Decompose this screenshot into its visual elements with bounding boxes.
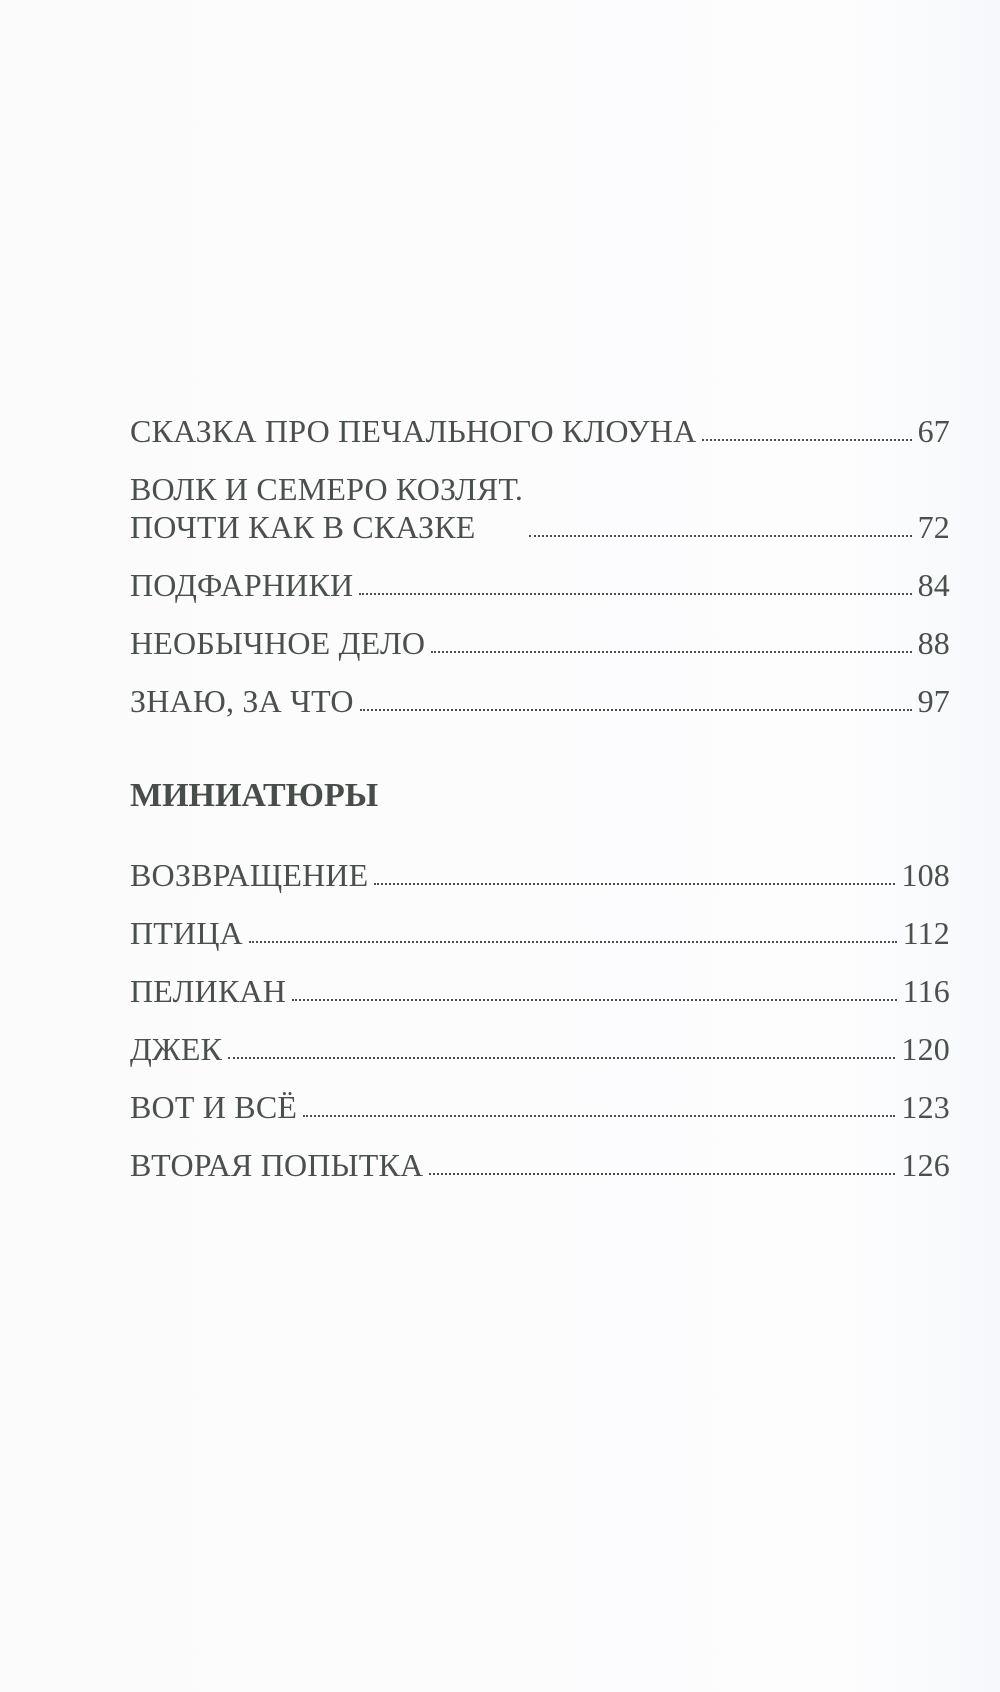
toc-entry[interactable]	[130, 1030, 950, 1068]
toc-entry-page: 120	[901, 1031, 950, 1067]
toc-entry-page: 72	[917, 509, 950, 545]
toc-entry-page: 123	[901, 1089, 950, 1125]
dot-leader	[374, 883, 895, 885]
toc-entry-page: 97	[917, 683, 950, 719]
toc-entry-title: ВОЛК И СЕМЕРО КОЗЛЯТ. ПОЧТИ КАК В СКАЗКЕ	[130, 471, 524, 545]
dot-leader	[228, 1057, 895, 1059]
dot-leader	[292, 999, 897, 1001]
toc-entry-title: ДЖЕК	[130, 1031, 223, 1067]
toc-entry-page: 126	[901, 1147, 950, 1183]
dot-leader	[360, 709, 912, 711]
toc-entry[interactable]	[130, 856, 950, 894]
toc-entry-title: СКАЗКА ПРО ПЕЧАЛЬНОГО КЛОУНА	[130, 413, 697, 449]
dot-leader	[359, 593, 911, 595]
toc-entry-title: ПТИЦА	[130, 915, 243, 951]
toc-entry-title: ВОТ И ВСЁ	[130, 1089, 298, 1125]
toc-entry[interactable]	[130, 914, 950, 952]
toc-entry-page: 108	[901, 857, 950, 893]
toc-entry-page: 67	[917, 413, 950, 449]
section-heading: МИНИАТЮРЫ	[130, 777, 379, 814]
toc-entry-title: ЗНАЮ, ЗА ЧТО	[130, 683, 354, 719]
toc-entry[interactable]	[130, 972, 950, 1010]
toc-entry[interactable]	[130, 1088, 950, 1126]
dot-leader	[702, 439, 911, 441]
dot-leader	[529, 535, 912, 537]
toc-entry-title: ВОЗВРАЩЕНИЕ	[130, 857, 369, 893]
toc-entry[interactable]	[130, 624, 950, 662]
table-of-contents	[130, 412, 950, 1204]
dot-leader	[249, 941, 897, 943]
toc-entry[interactable]	[130, 412, 950, 450]
toc-entry-title: НЕОБЫЧНОЕ ДЕЛО	[130, 625, 426, 661]
toc-entry-page: 116	[902, 973, 950, 1009]
toc-entry[interactable]	[130, 682, 950, 720]
toc-entry[interactable]	[130, 1146, 950, 1184]
dot-leader	[429, 1173, 895, 1175]
dot-leader	[431, 651, 911, 653]
toc-entry-page: 112	[902, 915, 950, 951]
toc-entry-title: ВТОРАЯ ПОПЫТКА	[130, 1147, 424, 1183]
toc-entry-title: ПЕЛИКАН	[130, 973, 287, 1009]
toc-entry[interactable]	[130, 470, 950, 546]
toc-entry[interactable]	[130, 566, 950, 604]
toc-entry-title: ПОДФАРНИКИ	[130, 567, 354, 603]
dot-leader	[303, 1115, 895, 1117]
toc-entry-page: 84	[917, 567, 950, 603]
toc-entry-page: 88	[917, 625, 950, 661]
